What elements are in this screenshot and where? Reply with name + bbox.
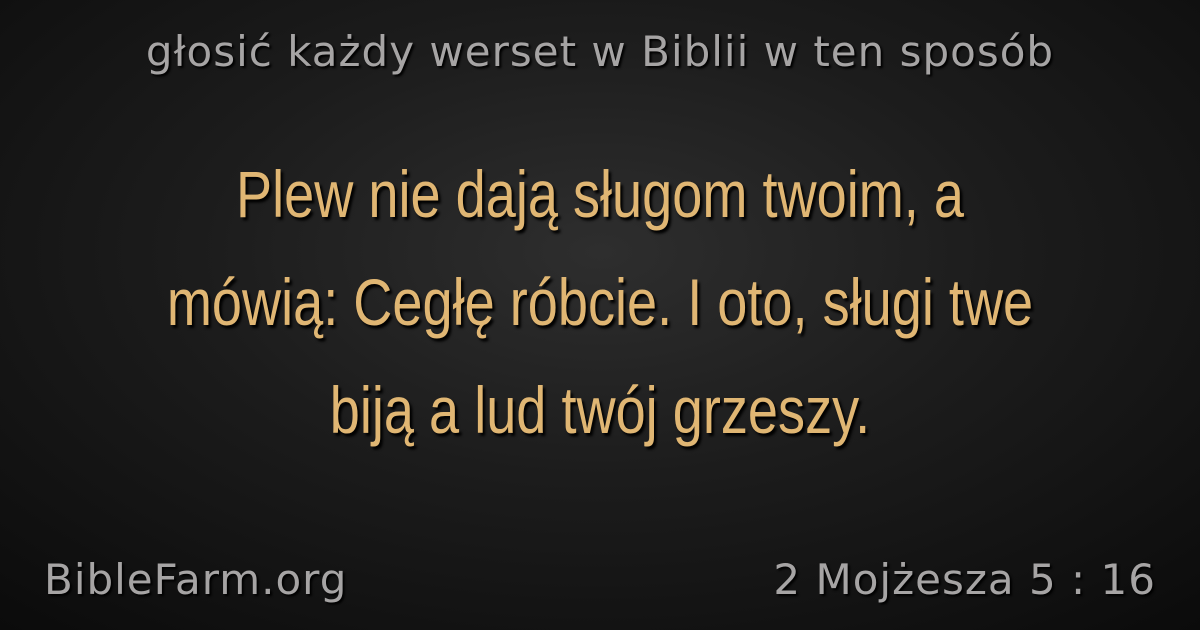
tagline: głosić każdy werset w Biblii w ten sposób [145, 27, 1055, 76]
verse-text: Plew nie dają sługom twoim, a mówią: Cegłę róbcie. I oto, sługi twe biją a lud twój grzeszy. [166, 157, 1034, 447]
verse-reference: 2 Mojżesza 5 : 16 [773, 555, 1156, 604]
site-name: BibleFarm.org [44, 555, 348, 604]
